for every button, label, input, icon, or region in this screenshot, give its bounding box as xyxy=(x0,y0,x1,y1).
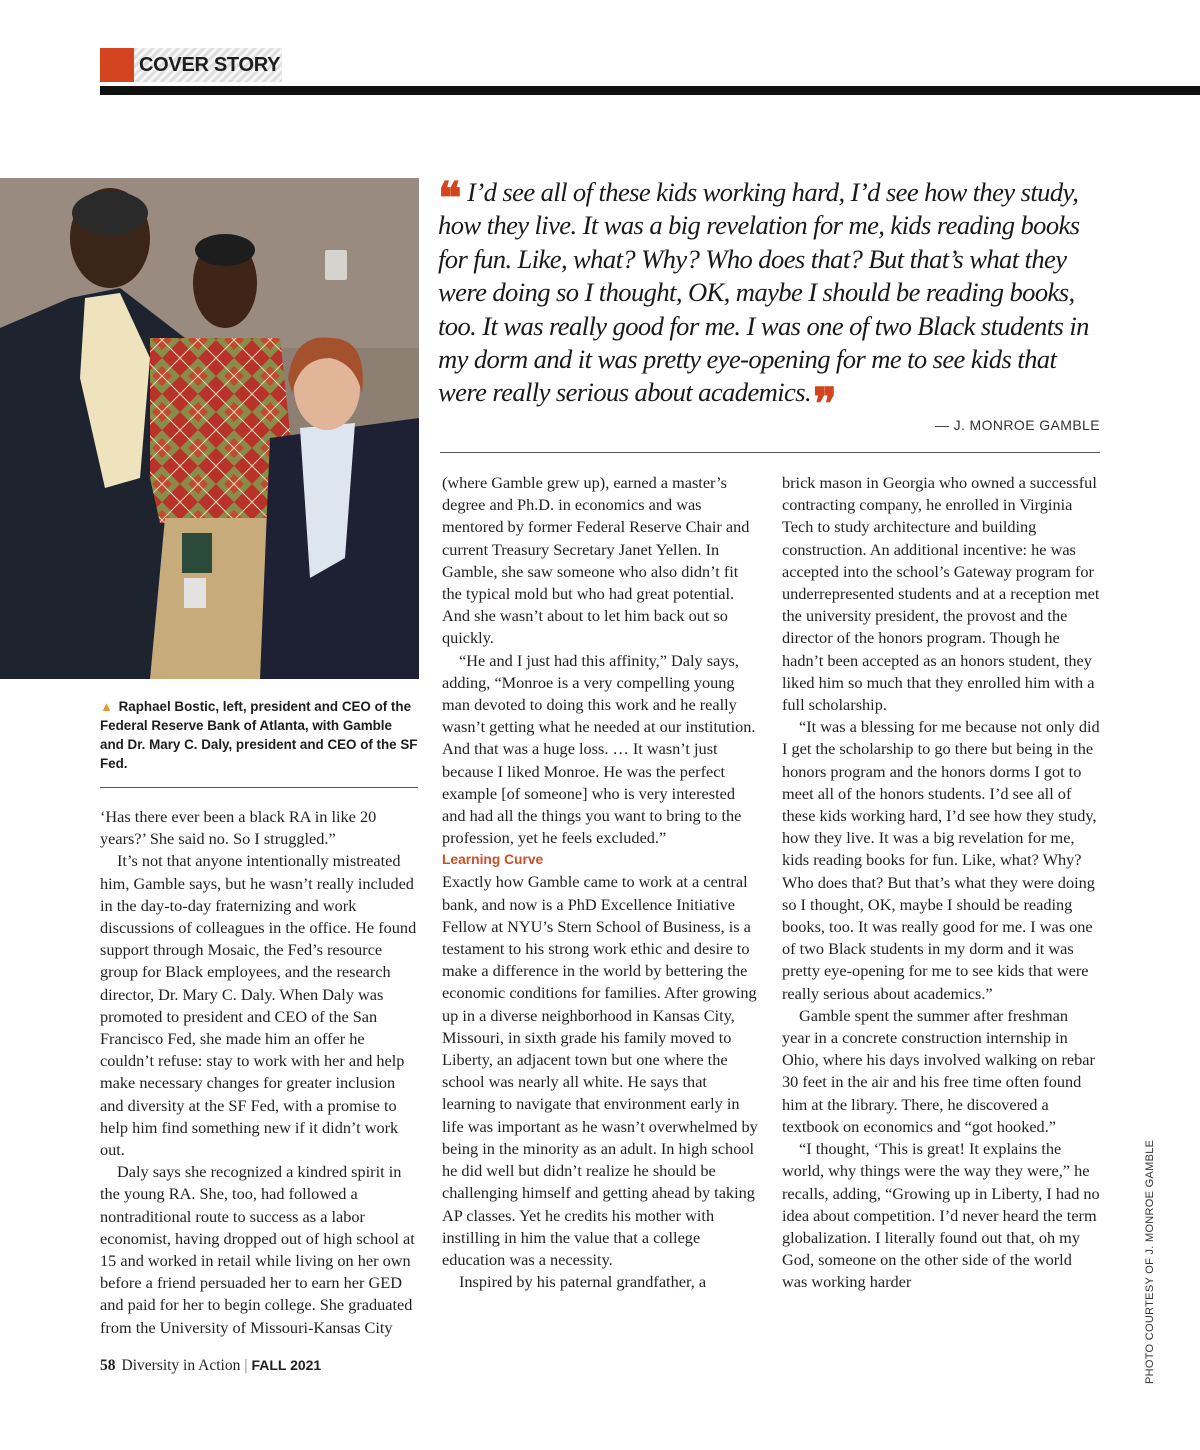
article-column-2 xyxy=(442,472,760,1293)
group-photo xyxy=(0,178,419,679)
photo-caption xyxy=(100,697,418,773)
paragraph: ‘Has there ever been a black RA in like 20 years?’ She said no. So I struggled.” xyxy=(100,807,377,849)
paragraph: Inspired by his paternal grandfather, a xyxy=(459,1272,707,1292)
header-rule xyxy=(100,86,1200,95)
paragraph: Daly says she recognized a kindred spirit in the young RA. She, too, had followed a nontraditional route to success as a labor economist, having dropped out of high school at 15 and worked in retail while living on her own before a friend persuaded her to earn her GED and paid for her to begin college. She graduated from the University of Missouri-Kansas City xyxy=(100,1162,415,1337)
issue-date: FALL 2021 xyxy=(251,1357,322,1373)
pull-quote-rule xyxy=(440,452,1100,453)
article-column-1 xyxy=(100,806,419,1339)
paragraph: “It was a blessing for me because not only did I get the scholarship to go there but being in the honors program and the honors dorms I got to meet all of the honors students. I’d see all of these kids working hard, I’d see how they study, how they live. It was a big revelation for me, kids reading books for fun. Like, what? Why? Who does that? But that’s what they were doing so I thought, OK, maybe I should be reading books, too. It was really good for me. I was one of two Black students in my dorm and it was pretty eye-opening for me to see kids that were really serious about academics.” xyxy=(782,717,1100,1003)
publication-name: Diversity in Action xyxy=(121,1357,241,1374)
page-number: 58 xyxy=(100,1357,116,1374)
paragraph: Exactly how Gamble came to work at a central bank, and now is a PhD Excellence Initiative Fellow at NYU’s Stern School of Business, is a testament to his strong work ethic and desire to make a difference in the world by bettering the economic conditions for families. After growing up in a diverse neighborhood in Kansas City, Missouri, in sixth grade his family moved to Liberty, an adjacent town but one where the school was nearly all white. He says that learning to navigate that environment early in life was important as he wasn’t overwhelmed by being in the minority as an adult. In high school he did well but didn’t realize he should be challenging himself and getting ahead by taking AP classes. Yet he credits his mother with instilling in him the value that a college education was a necessity. xyxy=(442,872,758,1269)
pull-quote-text: I’d see all of these kids working hard, I’d see how they study, how they live. It was a big revelation for me, kids reading books for fun. Like, what? Why? Who does that? But that’s what they were doing so I thought, OK, maybe I should be reading books, too. It was really good for me. I was one of two Black students in my dorm and it was pretty eye-opening for me to see kids that were really serious about academics. xyxy=(438,177,1089,408)
footer-separator: | xyxy=(244,1357,248,1374)
paragraph: Gamble spent the summer after freshman year in a concrete construction internship in Ohio, where his days involved walking on rebar 30 feet in the air and his free time often found him at the library. There, he discovered a textbook on economics and “got hooked.” xyxy=(782,1005,1095,1136)
close-quote-icon: ❞ xyxy=(813,380,837,430)
section-subhead: Learning Curve xyxy=(442,852,544,868)
page-footer xyxy=(100,1357,321,1375)
paragraph: It’s not that anyone intentionally mistreated him, Gamble says, but he wasn’t really included in the day-to-day fraternizing and work discussions of colleagues in the office. He found support through Mosaic, the Fed’s resource group for Black employees, and the research director, Dr. Mary C. Daly. When Daly was promoted to president and CEO of the San Francisco Fed, she made him an offer he couldn’t refuse: stay to work with her and help make necessary changes for greater inclusion and diversity at the SF Fed, with a promise to help him find something new if it didn’t work out. xyxy=(100,851,417,1160)
open-quote-icon: ❝ xyxy=(438,174,462,223)
triangle-icon: ▲ xyxy=(100,699,113,714)
paragraph: “I thought, ‘This is great! It explains the world, why things were the way they were,” he recalls, adding, “Growing up in Liberty, I had no idea about competition. I’d never heard the term globalization. I literally found out that, oh my God, someone on the other side of the world was working harder xyxy=(782,1139,1100,1292)
section-label: COVER STORY xyxy=(139,54,281,76)
paragraph: “He and I just had this affinity,” Daly says, adding, “Monroe is a very compelling young man devoted to doing this work and he really wasn’t getting what he needed at our institution. And that was a huge loss. … It wasn’t just because I liked Monroe. He was the perfect example [of someone] who is very interested and had all the things you want to bring to the profession, yet he feels excluded.” xyxy=(442,650,756,848)
section-color-block xyxy=(100,48,134,82)
article-column-3 xyxy=(782,472,1100,1294)
paragraph: brick mason in Georgia who owned a successful contracting company, he enrolled in Virginia Tech to study architecture and building construction. An additional incentive: he was accepted into the school’s Gateway program for underrepresented students and at a reception met the university president, the provost and the director of the honors program. Though he hadn’t been accepted as an honors student, they liked him so much that they enrolled him with a full scholarship. xyxy=(782,473,1100,715)
photo-credit: PHOTO COURTESY OF J. MONROE GAMBLE xyxy=(1144,1139,1156,1384)
paragraph: (where Gamble grew up), earned a master’s degree and Ph.D. in economics and was mentored by former Federal Reserve Chair and current Treasury Secretary Janet Yellen. In Gamble, she saw someone who also didn’t fit the typical mold but who had great potential. And she wasn’t about to let him back out so quickly. xyxy=(442,473,750,648)
caption-text: Raphael Bostic, left, president and CEO of the Federal Reserve Bank of Atlanta, with Gamble and Dr. Mary C. Daly, president and CEO of the SF Fed. xyxy=(100,699,418,771)
pull-quote-attribution: — J. MONROE GAMBLE xyxy=(934,417,1100,433)
caption-rule xyxy=(100,787,418,788)
